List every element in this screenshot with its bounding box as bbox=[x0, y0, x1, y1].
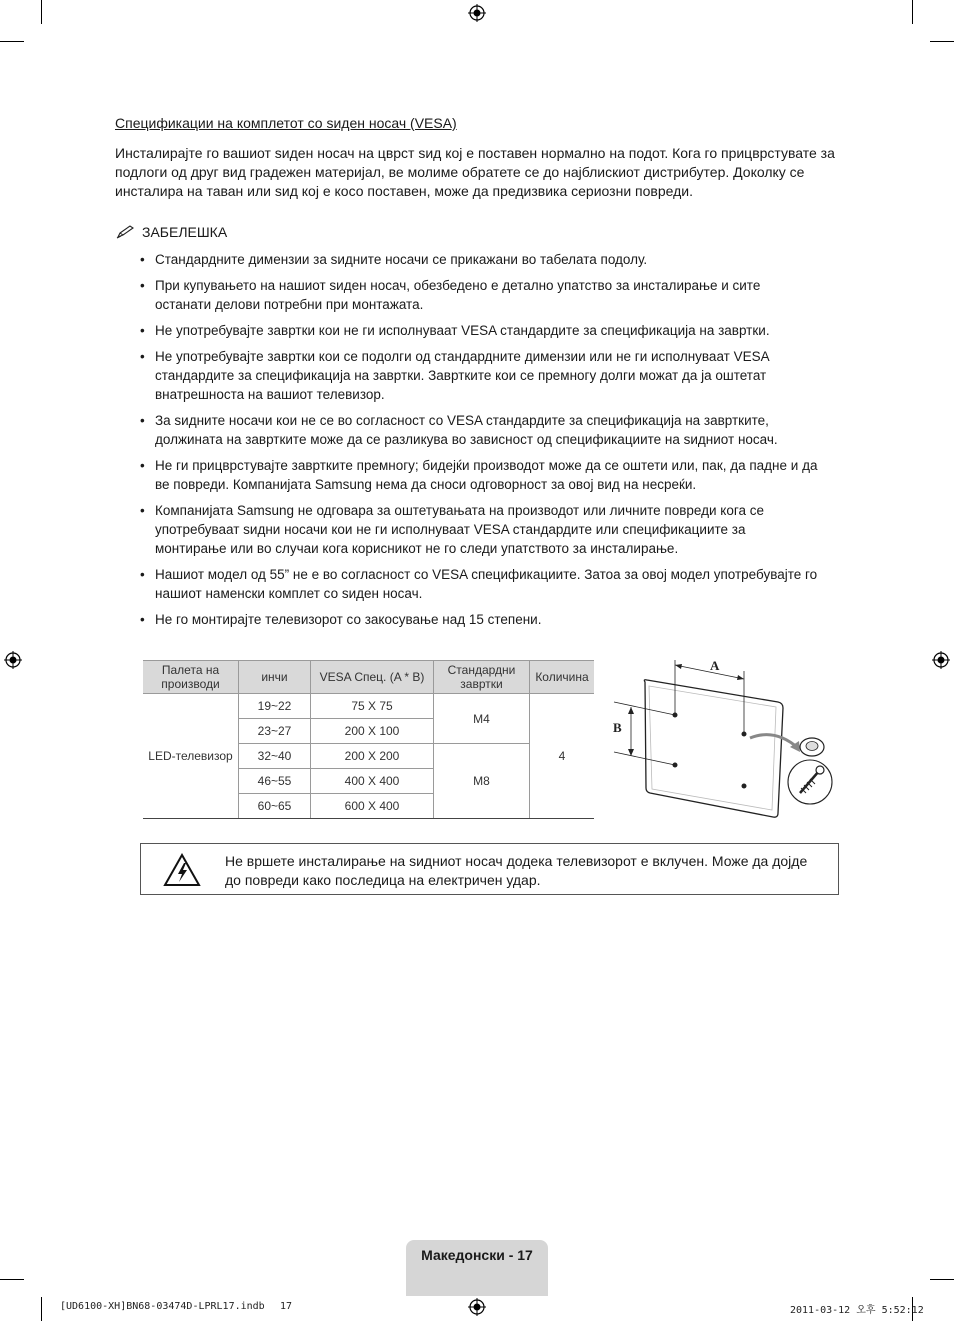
page-label bbox=[406, 1240, 548, 1296]
wall-mount-diagram bbox=[600, 655, 845, 825]
cell-vesa: 200 X 200 bbox=[311, 744, 434, 769]
cell-inch: 32~40 bbox=[239, 744, 311, 769]
hole-cap-icon bbox=[800, 738, 824, 756]
section-title: Спецификации на комплетот со sиден носач (VESA) bbox=[115, 115, 457, 131]
cell-vesa: 200 X 100 bbox=[311, 719, 434, 744]
crop-mark bbox=[930, 1279, 954, 1280]
registration-mark-icon bbox=[468, 1298, 486, 1316]
header-quantity: Количина bbox=[530, 661, 595, 694]
crop-mark bbox=[41, 0, 42, 24]
table-header-row bbox=[143, 661, 594, 694]
registration-mark-icon bbox=[932, 651, 950, 669]
list-item: • Компанијата Samsung не одговара за оштетувањата на производот или личните повреди кога се употребуваат sидни носачи кои не ги исполнуваат VESA стандардите или спецификациите за монтирање или во случаи кога корисникот не го следи упатството за инсталирање. bbox=[140, 501, 820, 558]
registration-mark-icon bbox=[468, 4, 486, 22]
cell-product: LED-телевизор bbox=[143, 694, 239, 819]
warning-text: Не вршете инсталирање на sидниот носач додека телевизорот е вклучен. Може да дојде до повреди како последица на електричен удар. bbox=[225, 853, 808, 888]
cell-vesa: 400 X 400 bbox=[311, 769, 434, 794]
screw-icon bbox=[788, 760, 832, 804]
cell-inch: 60~65 bbox=[239, 794, 311, 819]
cell-inch: 23~27 bbox=[239, 719, 311, 744]
cell-inch: 46~55 bbox=[239, 769, 311, 794]
cell-quantity: 4 bbox=[530, 694, 595, 819]
tv-back-panel bbox=[644, 680, 783, 817]
list-item: • Не употребувајте завртки кои се подолги од стандардните димензии или не ги исполнуваат VESA стандардите за спецификација на завртки. Завртките кои се премногу долги можат да ја оштетат внатрешноста на вашиот телевизор. bbox=[140, 347, 820, 404]
list-item: • Не ги прицврстувајте завртките премногу; бидејќи производот може да се оштети или, пак, да падне и да ве повреди. Компанијата Samsung нема да сноси одговорност за овој вид на несреќи. bbox=[140, 456, 820, 494]
crop-mark bbox=[0, 41, 24, 42]
note-label: ЗАБЕЛЕШКА bbox=[142, 224, 228, 240]
list-item: • Не го монтирајте телевизорот со закосување над 15 степени. bbox=[140, 610, 820, 629]
header-vesa: VESA Спец. (A * B) bbox=[311, 661, 434, 694]
registration-mark-icon bbox=[4, 651, 22, 669]
mount-hole bbox=[742, 784, 747, 789]
dimension-label-b: B bbox=[613, 720, 622, 735]
crop-mark bbox=[912, 0, 913, 24]
high-voltage-warning-icon bbox=[163, 853, 201, 887]
footer-timestamp: 2011-03-12 오후 5:52:12 bbox=[790, 1305, 924, 1316]
intro-paragraph: Инсталирајте го вашиот sиден носач на цврст sид кој е поставен нормално на подот. Кога го прицврстувате за подлоги од друг вид градежен материјал, ве молиме обратете се до најблискиот дистрибутер. Доколку се инсталира на таван или sид кој е косо поставен, може да предизвика сериозни повреди. bbox=[115, 145, 835, 199]
warning-box bbox=[140, 843, 839, 895]
list-item: • Стандардните димензии за sидните носачи се прикажани во табелата подолу. bbox=[140, 250, 820, 269]
list-item: • Нашиот модел од 55” не е во согласност со VESA спецификациите. Затоа за овој модел употребувајте го нашиот наменски комплет со sиден носач. bbox=[140, 565, 820, 603]
cell-screw: M4 bbox=[434, 694, 530, 744]
cell-screw: M8 bbox=[434, 744, 530, 819]
header-screws: Стандардни завртки bbox=[434, 661, 530, 694]
list-item: • Не употребувајте завртки кои не ги исполнуваат VESA стандардите за спецификација на завртки. bbox=[140, 321, 820, 340]
header-inch: инчи bbox=[239, 661, 311, 694]
pencil-note-icon bbox=[116, 225, 136, 239]
footer-page-number: 17 bbox=[280, 1301, 293, 1312]
cell-inch: 19~22 bbox=[239, 694, 311, 719]
list-item: • За sидните носачи кои не се во согласност со VESA стандардите за спецификација на завртките, должината на завртките може да се разликува во зависност од спецификациите на sидниот носач. bbox=[140, 411, 820, 449]
note-heading bbox=[116, 224, 227, 240]
page-label-text: Македонски - 17 bbox=[421, 1247, 533, 1263]
vesa-spec-table bbox=[143, 660, 594, 819]
cell-vesa: 75 X 75 bbox=[311, 694, 434, 719]
footer-file: [UD6100-XH]BN68-03474D-LPRL17.indb bbox=[60, 1301, 265, 1312]
crop-mark bbox=[41, 1297, 42, 1321]
header-product: Палета на производи bbox=[143, 661, 239, 694]
cell-vesa: 600 X 400 bbox=[311, 794, 434, 819]
table-row bbox=[143, 694, 594, 719]
note-list bbox=[140, 250, 820, 636]
crop-mark bbox=[930, 41, 954, 42]
dimension-label-a: A bbox=[710, 658, 720, 673]
crop-mark bbox=[0, 1279, 24, 1280]
list-item: • При купувањето на нашиот sиден носач, обезбедено е детално упатство за инсталирање и сите останати делови потребни при монтажата. bbox=[140, 276, 820, 314]
